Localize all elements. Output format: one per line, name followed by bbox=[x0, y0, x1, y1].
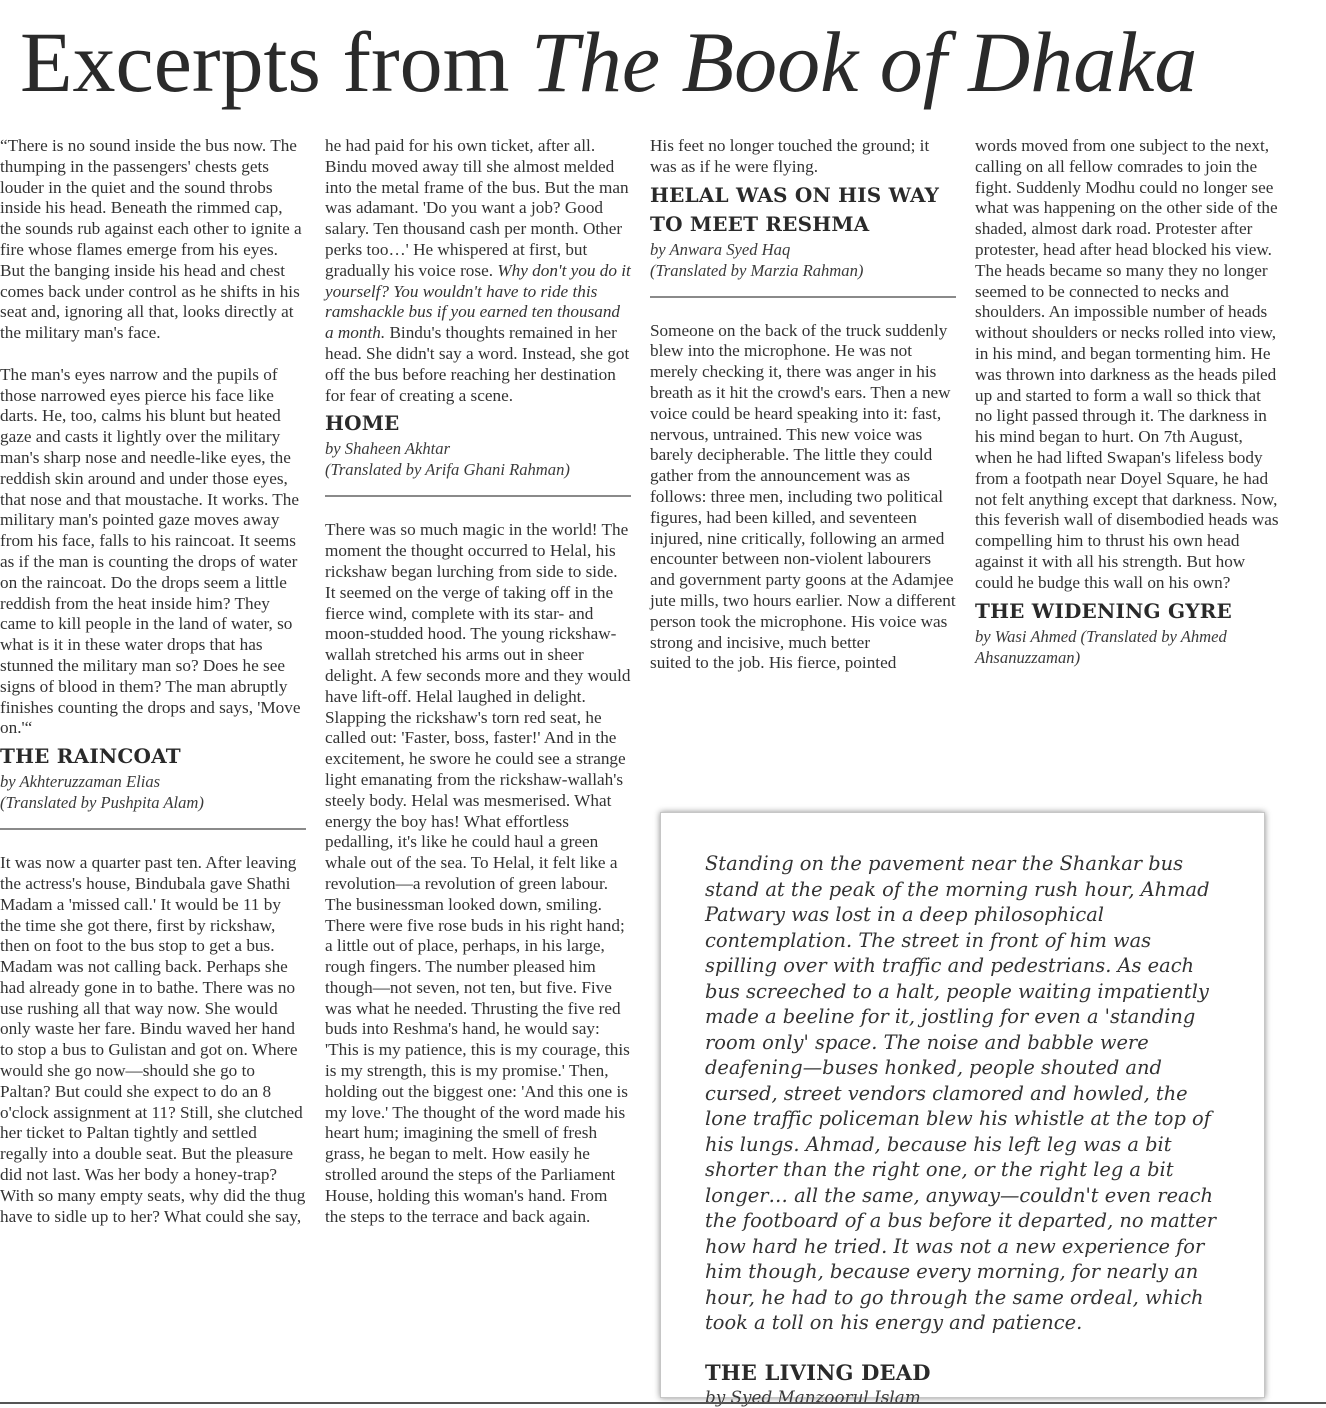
byline-translator: (Translated by Arifa Ghani Rahman) bbox=[325, 460, 570, 480]
column-2 bbox=[325, 136, 631, 1227]
gyre-excerpt-paragraph-1: Someone on the back of the truck suddenly blew into the microphone. He was not merely checking it, there was anger in his breath as it hit the crowd's ears. Then a new voice could be heard speaking into it: fast, nervous, untrained. This new voice was barely decipherable. The little they could gather from the announcement was as follows: three men, including two political figures, had been killed, and seventeen injured, nine critically, following an armed encounter between non-violent labourers and government party goons at the Adamjee jute mills, two hours earlier. Now a different person took the microphone. His voice was strong and incisive, much better bbox=[650, 320, 956, 652]
byline-translator: (Translated by Pushpita Alam) bbox=[0, 793, 204, 813]
living-dead-excerpt: Standing on the pavement near the Shankar bus stand at the peak of the morning rush hour, Ahmad Patwary was lost in a deep philosophical contemplation. The street in front of him was spilling over with traffic and pedestrians. As each bus screeched to a halt, people waiting impatiently made a beeline for it, jostling for even a 'standing room only' space. The noise and babble were deafening—buses honked, people shouted and cursed, street vendors clamored and howled, the lone traffic policeman blew his whistle at the top of his lungs. Ahmad, because his left leg was a bit shorter than the right one, or the right leg a bit longer… all the same, anyway—couldn't even reach the footboard of a bus before it departed, no matter how hard he tried. It was not a new experience for him though, because every morning, for nearly an hour, he had to go through the same ordeal, which took a toll on his energy and patience. bbox=[705, 852, 1217, 1334]
column-4 bbox=[975, 136, 1281, 668]
byline-author: by Syed Manzoorul Islam bbox=[705, 1386, 921, 1407]
raincoat-excerpt-paragraph-1: “There is no sound inside the bus now. The thumping in the passengers' chests gets louder in the quiet and the sound throbs inside his head. Beneath the rimmed cap, the sounds rub against each other to ignite a fire whose flames emerge from his eyes. But the banging inside his head and chest comes back under control as he shifts in his seat and, ignoring all that, looks directly at the military man's face. bbox=[0, 136, 302, 343]
title-prefix: Excerpts from bbox=[20, 14, 532, 110]
heading-the-widening-gyre: THE WIDENING GYRE bbox=[975, 598, 1232, 623]
byline-author: by Anwara Syed Haq bbox=[650, 239, 791, 259]
home-excerpt-paragraph-2 bbox=[325, 136, 631, 406]
page-title bbox=[20, 14, 1197, 110]
title-book-name: The Book of Dhaka bbox=[531, 14, 1198, 110]
home-italic-thought: Why don't you do it yourself? You wouldn't have to ride this ramshackle bus if you earned ten thousand a month. bbox=[325, 260, 631, 343]
raincoat-excerpt-paragraph-2: The man's eyes narrow and the pupils of those narrowed eyes pierce his face like darts. He, too, calms his blunt but heated gaze and casts it lightly over the military man's sharp nose and needle-like eyes, the reddish skin around and under those eyes, that nose and that moustache. It works. The military man's pointed gaze moves away from his face, falls to his raincoat. It seems as if the man is counting the drops of water on the raincoat. Do the drops seem a little reddish from the heat inside him? They came to kill people in the land of water, so what is it in these water drops that has stunned the military man so? Does he see signs of blood in them? The man abruptly finishes counting the drops and says, 'Move on.'“ bbox=[0, 364, 301, 738]
byline-translator: (Translated by Marzia Rahman) bbox=[650, 260, 864, 280]
page-bottom-rule bbox=[0, 1402, 1326, 1404]
byline-author: by Akhteruzzaman Elias bbox=[0, 772, 161, 792]
section-divider bbox=[650, 296, 956, 298]
heading-home: HOME bbox=[325, 411, 400, 436]
heading-helal-was-on-his-way: HELAL WAS ON HIS WAY TO MEET RESHMA bbox=[650, 182, 940, 236]
helal-excerpt-paragraph: There was so much magic in the world! The moment the thought occurred to Helal, his rickshaw began lurching from side to side. It seemed on the verge of taking off in the fierce wind, complete with its star- and moon-studded hood. The young rickshaw-wallah stretched his arms out in sheer delight. A few seconds more and they would have lift-off. Helal laughed in delight. Slapping the rickshaw's torn red seat, he called out: 'Faster, boss, faster!' And in the excitement, he swore he could see a strange light emanating from the rickshaw-wallah's steely body. Helal was mesmerised. What energy the boy has! What effortless pedalling, it's like he could haul a green whale out of the sea. To Helal, it felt like a revolution—a revolution of green labour. The businessman looked down, smiling. There were five rose buds in his right hand; a little out of place, perhaps, in his large, rough fingers. The number pleased him though—not seven, not ten, but five. Five was what he needed. Thrusting the five red buds into Reshma's hand, he would say: 'This is my patience, this is my courage, this is my strength, this is my promise.' Then, holding out the biggest one: 'And this one is my love.' The thought of the word made his heart hum; imagining the smell of fresh grass, he began to melt. How easily he strolled around the steps of the Parliament House, holding this woman's hand. From the steps to the terrace and back again. bbox=[325, 520, 631, 1226]
gyre-excerpt-paragraph-2: words moved from one subject to the next, calling on all fellow comrades to join the fight. Suddenly Modhu could no longer see what was happening on the other side of the shaded, almost dark road. Protester after protester, head after head blocked his view. The heads became so many they no longer seemed to be connected to necks and shoulders. An impossible number of heads without shoulders or necks rolled into view, in his mind, and began tormenting him. He was thrown into darkness as the heads piled up and started to form a wall so thick that no light passed through it. The darkness in his mind began to hurt. On 7th August, when he had lifted Swapan's lifeless body from a footpath near Doyel Square, he had not felt anything except that darkness. Now, this feverish wall of disembodied heads was compelling him to thrust his own head against it with all his strength. But how could he budge this wall on his own? bbox=[975, 136, 1279, 592]
pull-quote-box bbox=[660, 812, 1265, 1407]
heading-the-living-dead: THE LIVING DEAD bbox=[705, 1359, 931, 1385]
home-text-end: Bindu's thoughts remained in her head. She didn't say a word. Instead, she got off the bus before reaching her destination for fear of creating a scene. bbox=[325, 323, 630, 405]
home-excerpt-paragraph-1: It was now a quarter past ten. After leaving the actress's house, Bindubala gave Shathi Madam a 'missed call.' It would be 11 by the time she got there, first by rickshaw, then on foot to the bus stop to get a bus. Madam was not calling back. Perhaps she had already gone in to bathe. There was no use rushing all that way now. She would only waste her fare. Bindu waved her hand to stop a bus to Gulistan and got on. Where would she go now—should she go to Paltan? But could she expect to do an 8 o'clock assignment at 11? Still, she clutched her ticket to Paltan tightly and settled regally into a double seat. But the pleasure did not last. Was her body a honey-trap? With so many empty seats, why did the thug have to sidle up to her? What could she say, bbox=[0, 853, 306, 1226]
column-1 bbox=[0, 136, 306, 1227]
section-divider bbox=[325, 495, 631, 497]
home-text-start: he had paid for his own ticket, after all. Bindu moved away till she almost melded into the metal frame of the bus. But the man was adamant. 'Do you want a job? Good salary. Ten thousand cash per month. Other perks too…' He whispered at first, but gradually his voice rose. bbox=[325, 136, 629, 280]
section-divider bbox=[0, 828, 306, 830]
heading-the-raincoat: THE RAINCOAT bbox=[0, 744, 181, 769]
byline-author: by Shaheen Akhtar bbox=[325, 439, 451, 459]
column-3 bbox=[650, 136, 956, 674]
gyre-excerpt-paragraph-1-continued: suited to the job. His fierce, pointed bbox=[650, 653, 897, 673]
helal-excerpt-ending: His feet no longer touched the ground; it was as if he were flying. bbox=[650, 136, 930, 176]
byline-author-translator: by Wasi Ahmed (Translated by Ahmed Ahsanuzzaman) bbox=[975, 626, 1227, 667]
